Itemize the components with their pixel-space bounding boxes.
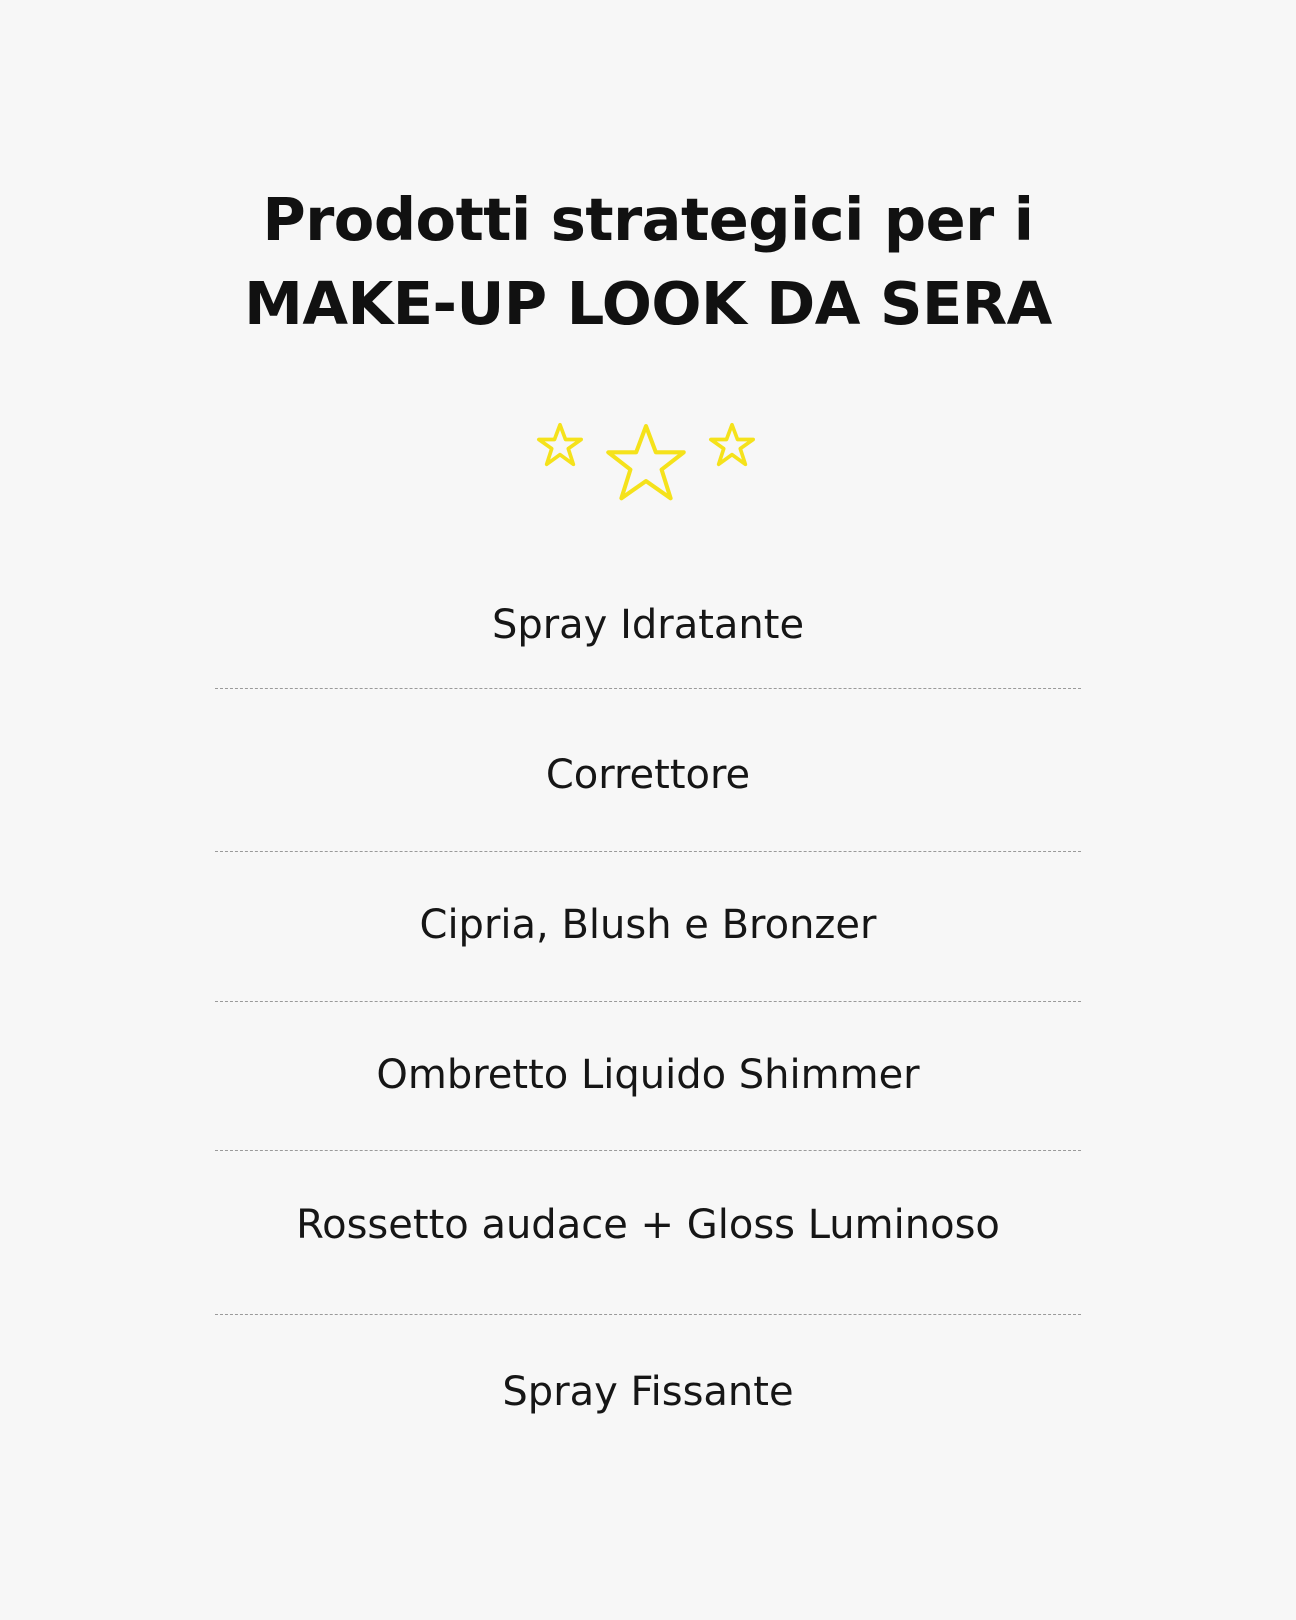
list-item-cipria-blush-bronzer: Cipria, Blush e Bronzer [419, 902, 877, 948]
title-line-2: MAKE-UP LOOK DA SERA [244, 269, 1052, 338]
list-item-correttore: Correttore [545, 752, 751, 798]
divider [215, 1001, 1081, 1002]
list-item-spray-idratante: Spray Idratante [491, 602, 805, 648]
divider [215, 1314, 1081, 1315]
title-line-1: Prodotti strategici per i [262, 185, 1034, 254]
divider [215, 688, 1081, 689]
list-item-rossetto-gloss: Rossetto audace + Gloss Luminoso [296, 1202, 1000, 1248]
product-list [215, 0, 1081, 1620]
divider [215, 851, 1081, 852]
list-item-spray-fissante: Spray Fissante [502, 1369, 794, 1415]
divider [215, 1150, 1081, 1151]
list-item-ombretto-liquido: Ombretto Liquido Shimmer [376, 1052, 920, 1098]
